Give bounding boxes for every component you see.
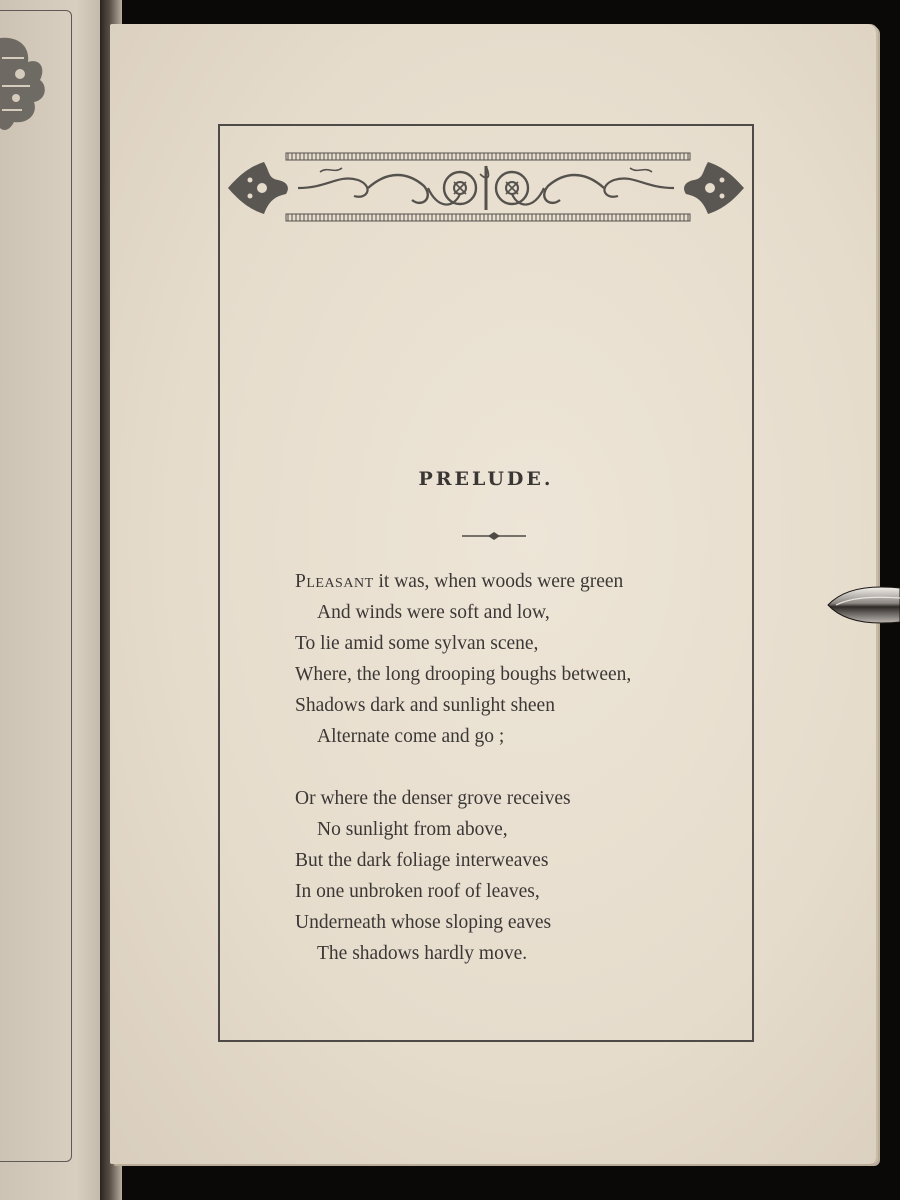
poem-line: The shadows hardly move.	[317, 943, 528, 964]
ornamental-headpiece-icon	[228, 150, 744, 230]
stanza	[295, 566, 715, 752]
fleuron-icon	[0, 28, 52, 138]
small-rule-ornament-icon	[462, 530, 526, 542]
poem-line: But the dark foliage interweaves	[295, 850, 549, 871]
poem-line: Or where the denser grove receives	[295, 788, 571, 809]
poem-line: To lie amid some sylvan scene,	[295, 633, 539, 654]
poem-body	[295, 566, 715, 969]
poem-line: No sunlight from above,	[317, 819, 508, 840]
poem-line	[295, 566, 715, 597]
page-clip-icon	[826, 582, 900, 628]
page-title: PRELUDE.	[418, 468, 554, 490]
poem-line: Underneath whose sloping eaves	[295, 912, 552, 933]
poem-line-lead: Pleasant	[295, 571, 374, 592]
poem-line: And winds were soft and low,	[317, 602, 550, 623]
poem-line: In one unbroken roof of leaves,	[295, 881, 540, 902]
stanza-gap	[295, 752, 715, 783]
poem-line: Alternate come and go ;	[317, 726, 505, 747]
stanza	[295, 783, 715, 969]
poem-line: Where, the long drooping boughs between,	[295, 664, 632, 685]
poem-line-text: it was, when woods were green	[373, 571, 624, 592]
poem-line: Shadows dark and sunlight sheen	[295, 695, 555, 716]
left-page-rule	[0, 10, 72, 1162]
left-facing-page	[0, 0, 108, 1200]
